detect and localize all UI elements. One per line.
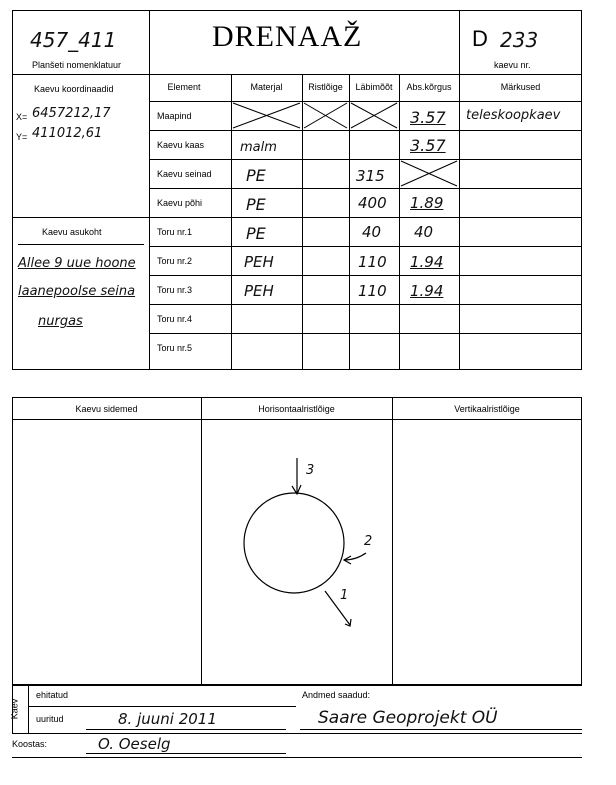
surveyed-date: 8. juuni 2011 xyxy=(118,710,217,728)
section-horizontal: Horisontaalristlõige xyxy=(258,404,335,414)
cell-materjal: malm xyxy=(240,140,277,155)
location-line3: nurgas xyxy=(38,314,83,329)
row-element: Maapind xyxy=(157,111,192,121)
row-element: Toru nr.1 xyxy=(157,227,193,237)
well-number: 233 xyxy=(500,28,539,52)
page-title: DRENAAŽ xyxy=(212,20,363,53)
nomenclature-value: 457_411 xyxy=(30,28,117,52)
surveyed-label: uuritud xyxy=(36,714,64,724)
cell-abs: 1.94 xyxy=(410,253,444,271)
compiled-label: Koostas: xyxy=(12,739,48,749)
built-label: ehitatud xyxy=(36,690,69,700)
location-line2: laanepoolse seina xyxy=(18,284,136,299)
x-value: 6457212,17 xyxy=(32,106,111,121)
coordinates-label: Kaevu koordinaadid xyxy=(34,84,114,94)
row-element: Kaevu kaas xyxy=(157,140,205,150)
section-vertical: Vertikaalristlõige xyxy=(454,404,520,414)
divider xyxy=(12,733,582,734)
divider xyxy=(86,753,286,754)
compiled-value: O. Oeselg xyxy=(98,735,171,753)
footer-side-label: Kaev xyxy=(9,698,20,720)
location-line1: Allee 9 uue hoone xyxy=(18,256,136,271)
well-prefix: D xyxy=(472,26,488,51)
row-element: Toru nr.4 xyxy=(157,314,193,324)
row-element: Toru nr.2 xyxy=(157,256,193,266)
cell-labimoot: 40 xyxy=(362,223,382,241)
cell-materjal: PE xyxy=(246,195,266,214)
y-prefix: Y= xyxy=(16,132,28,142)
section-connections: Kaevu sidemed xyxy=(75,404,138,414)
cell-abs: 1.89 xyxy=(410,194,444,212)
cell-labimoot: 315 xyxy=(356,167,385,185)
cell-materjal: PEH xyxy=(244,253,274,271)
divider xyxy=(86,729,286,730)
cell-abs: 3.57 xyxy=(410,136,446,155)
cell-labimoot: 110 xyxy=(358,253,387,271)
header-markused: Märkused xyxy=(500,82,541,92)
pipe-label-2: 2 xyxy=(364,534,373,549)
pipe-label-1: 1 xyxy=(340,588,349,603)
source-label: Andmed saadud: xyxy=(302,690,371,700)
cell-abs: 3.57 xyxy=(410,108,446,127)
divider xyxy=(12,685,582,686)
cell-materjal: PE xyxy=(246,166,266,185)
well-label: kaevu nr. xyxy=(494,60,531,70)
header-abs: Abs.kõrgus xyxy=(406,82,452,92)
row-element: Kaevu seinad xyxy=(157,169,212,179)
cell-markused: teleskoopkaev xyxy=(466,108,561,123)
y-value: 411012,61 xyxy=(32,126,103,141)
cell-materjal: PE xyxy=(246,224,266,243)
header-element: Element xyxy=(167,82,201,92)
divider xyxy=(28,685,29,733)
pipe-label-3: 3 xyxy=(306,463,315,478)
cell-labimoot: 400 xyxy=(358,194,387,212)
row-element: Toru nr.5 xyxy=(157,343,193,353)
source-value: Saare Geoprojekt OÜ xyxy=(318,708,498,728)
row-element: Toru nr.3 xyxy=(157,285,193,295)
x-prefix: X= xyxy=(16,112,28,122)
cell-materjal: PEH xyxy=(244,282,274,300)
divider xyxy=(28,706,296,707)
cell-abs: 1.94 xyxy=(410,282,444,300)
divider xyxy=(12,757,582,758)
row-element: Kaevu põhi xyxy=(157,198,203,208)
location-label: Kaevu asukoht xyxy=(42,227,102,237)
header-materjal: Materjal xyxy=(250,82,283,92)
cell-labimoot: 110 xyxy=(358,282,387,300)
nomenclature-label: Planšeti nomenklatuur xyxy=(32,60,122,70)
cell-abs: 40 xyxy=(414,223,434,241)
divider xyxy=(300,729,582,730)
header-labimoot: Läbimõõt xyxy=(355,82,393,92)
header-ristloige: Ristlõige xyxy=(308,82,343,92)
